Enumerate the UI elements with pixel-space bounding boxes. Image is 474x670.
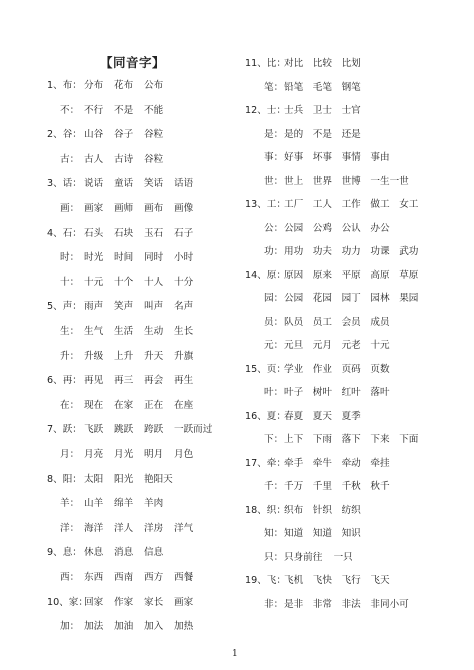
word-line — [264, 481, 399, 493]
character-label: 5、声： — [47, 301, 82, 313]
word: 毛笔 — [312, 81, 332, 93]
character-label: 18、织： — [245, 504, 286, 516]
word-line — [245, 105, 370, 117]
character-label: 非： — [264, 598, 284, 610]
word: 雨声 — [84, 301, 104, 313]
character-label: 古： — [60, 153, 80, 165]
word-line — [60, 326, 204, 338]
word-line — [60, 498, 174, 510]
word: 夏季 — [341, 410, 361, 422]
word: 非同小可 — [370, 598, 409, 610]
character-label: 画： — [60, 203, 80, 214]
word: 升旗 — [174, 350, 194, 362]
word: 在家 — [114, 399, 134, 411]
word-line — [264, 129, 370, 141]
word: 月亮 — [84, 449, 104, 460]
word-line — [60, 351, 204, 363]
word-line — [60, 203, 204, 215]
word: 月色 — [174, 449, 194, 460]
word: 不是 — [312, 128, 332, 140]
word: 红叶 — [341, 387, 361, 398]
word: 小时 — [174, 252, 194, 264]
character-label: 园： — [264, 293, 284, 304]
word: 飞行 — [341, 575, 361, 586]
word: 跳跃 — [114, 424, 134, 436]
character-label: 下： — [264, 434, 284, 445]
word: 事情 — [341, 152, 361, 163]
word-line — [264, 528, 370, 540]
character-label: 在： — [60, 399, 80, 411]
character-label: 3、话： — [47, 178, 82, 190]
word: 页码 — [341, 363, 361, 375]
word: 员工 — [312, 316, 332, 328]
word: 纺织 — [341, 504, 361, 516]
word: 下面 — [399, 434, 419, 445]
word: 卫士 — [312, 105, 332, 116]
word: 飞跃 — [84, 424, 104, 436]
word-line — [60, 449, 204, 461]
word: 笑话 — [144, 178, 164, 190]
character-label: 知： — [264, 528, 284, 539]
word: 还是 — [341, 128, 361, 140]
word: 元老 — [341, 340, 361, 351]
character-label: 1、布： — [47, 80, 82, 91]
word: 回家 — [84, 596, 104, 608]
word: 加油 — [114, 621, 134, 633]
word: 跨跃 — [144, 424, 164, 436]
word-line — [60, 523, 204, 535]
word: 一跃而过 — [174, 424, 213, 436]
character-label: 事： — [264, 152, 284, 163]
word: 消息 — [114, 547, 134, 559]
word: 石子 — [174, 227, 194, 239]
character-label: 羊： — [60, 498, 80, 510]
word-line — [47, 228, 204, 240]
character-label: 员： — [264, 316, 284, 328]
word: 飞快 — [312, 575, 332, 586]
word: 洋人 — [114, 522, 134, 534]
character-label: 时： — [60, 252, 80, 264]
character-label: 10、家： — [47, 596, 88, 608]
word: 队员 — [284, 316, 304, 328]
word-line — [264, 246, 428, 258]
word: 一只 — [333, 551, 353, 563]
word: 再三 — [114, 375, 134, 387]
word: 公园 — [284, 293, 304, 304]
character-label: 洋： — [60, 522, 80, 534]
character-label: 16、夏： — [245, 410, 286, 422]
word: 飞机 — [284, 575, 304, 586]
word-line — [264, 599, 420, 611]
word: 童话 — [114, 178, 134, 190]
word: 知道 — [284, 528, 304, 539]
word: 不是 — [114, 104, 134, 116]
word: 知道 — [312, 528, 332, 539]
word: 休息 — [84, 547, 104, 559]
character-label: 2、谷： — [47, 129, 82, 141]
word: 不行 — [84, 104, 104, 116]
word: 十元 — [84, 276, 104, 288]
word: 落下 — [341, 434, 361, 445]
word: 说话 — [84, 178, 104, 190]
word: 花园 — [312, 293, 332, 304]
word: 分布 — [84, 80, 104, 91]
word: 牵挂 — [370, 457, 390, 469]
word-line — [47, 178, 204, 190]
word-line — [264, 340, 399, 352]
word: 非法 — [341, 598, 361, 610]
word: 升天 — [144, 350, 164, 362]
word: 生活 — [114, 326, 134, 337]
word: 牵动 — [341, 457, 361, 469]
word: 好事 — [284, 152, 304, 163]
word: 工人 — [312, 199, 332, 210]
word: 古诗 — [114, 153, 134, 165]
word: 用功 — [284, 246, 304, 257]
character-label: 11、比： — [245, 58, 286, 69]
word: 生气 — [84, 326, 104, 337]
word: 艳阳天 — [144, 473, 173, 485]
word-line — [264, 82, 370, 94]
word: 页数 — [370, 363, 390, 375]
word: 工作 — [341, 199, 361, 210]
word: 十个 — [114, 276, 134, 288]
character-label: 19、飞： — [245, 575, 286, 586]
word: 铅笔 — [284, 81, 304, 93]
word: 士官 — [341, 105, 361, 116]
word: 时间 — [114, 252, 134, 264]
word: 公布 — [144, 80, 164, 91]
word: 比划 — [341, 58, 361, 69]
word: 画家 — [84, 203, 104, 214]
word: 西南 — [114, 572, 134, 583]
word: 对比 — [284, 58, 304, 69]
word-line — [47, 80, 174, 92]
page-number: 1 — [232, 649, 238, 659]
word: 草原 — [399, 269, 419, 281]
character-label: 笔： — [264, 81, 284, 93]
character-label: 是： — [264, 128, 284, 140]
word: 海洋 — [84, 522, 104, 534]
character-label: 公： — [264, 222, 284, 234]
word-line — [47, 301, 204, 313]
character-label: 17、牵： — [245, 457, 286, 469]
word: 不能 — [144, 104, 164, 116]
word-line — [245, 364, 399, 376]
word: 是的 — [284, 128, 304, 140]
word: 谷粒 — [144, 129, 164, 141]
word: 现在 — [84, 399, 104, 411]
word: 功夫 — [312, 246, 332, 257]
word: 坏事 — [312, 152, 332, 163]
word: 上下 — [284, 434, 304, 445]
character-label: 14、原： — [245, 269, 286, 281]
word: 正在 — [144, 399, 164, 411]
word: 再会 — [144, 375, 164, 387]
word: 生长 — [174, 326, 194, 337]
word: 做工 — [370, 199, 390, 210]
character-label: 8、阳： — [47, 473, 82, 485]
word: 生动 — [144, 326, 164, 337]
word: 叶子 — [284, 387, 304, 398]
word-line — [60, 621, 204, 633]
word: 一生一世 — [370, 175, 409, 187]
word: 会员 — [341, 316, 361, 328]
character-label: 7、跃： — [47, 424, 82, 436]
character-label: 十： — [60, 276, 80, 288]
word: 家长 — [144, 596, 164, 608]
character-label: 6、再： — [47, 375, 82, 387]
word-line — [60, 572, 204, 584]
word: 十元 — [370, 340, 390, 351]
character-label: 月： — [60, 449, 80, 460]
word: 工厂 — [284, 199, 304, 210]
word: 画像 — [174, 203, 194, 214]
word: 绵羊 — [114, 498, 134, 510]
word: 谷粒 — [144, 153, 164, 165]
word-line — [264, 387, 399, 399]
word: 明月 — [144, 449, 164, 460]
word: 信息 — [144, 547, 164, 559]
word: 玉石 — [144, 227, 164, 239]
word: 世上 — [284, 175, 304, 187]
word: 公鸡 — [312, 222, 332, 234]
word: 元月 — [312, 340, 332, 351]
document-title: 【同音字】 — [100, 55, 166, 70]
character-label: 叶： — [264, 387, 284, 398]
word-line — [60, 154, 174, 166]
word: 同时 — [144, 252, 164, 264]
word-line — [264, 434, 428, 446]
word: 牵牛 — [312, 457, 332, 469]
word-line — [60, 400, 204, 412]
word: 秋千 — [370, 481, 390, 492]
word: 叫声 — [144, 301, 164, 313]
word: 公认 — [341, 222, 361, 234]
character-label: 4、石： — [47, 227, 82, 239]
character-label: 9、息： — [47, 547, 82, 559]
word: 加法 — [84, 621, 104, 633]
word: 上升 — [114, 350, 134, 362]
word: 西餐 — [174, 572, 194, 583]
word-line — [264, 176, 420, 188]
word-line — [47, 474, 183, 486]
word: 石头 — [84, 227, 104, 239]
word: 只身前往 — [284, 551, 323, 563]
word: 十分 — [174, 276, 194, 288]
word: 羊肉 — [144, 498, 164, 510]
character-label: 加： — [60, 621, 80, 633]
word: 名声 — [174, 301, 194, 313]
word: 作家 — [114, 596, 134, 608]
word: 非常 — [312, 598, 332, 610]
word-line — [245, 575, 399, 587]
word: 画师 — [114, 203, 134, 214]
word: 花布 — [114, 80, 134, 91]
word: 笑声 — [114, 301, 134, 313]
word-line — [264, 552, 362, 564]
character-label: 千： — [264, 481, 284, 492]
word: 升级 — [84, 350, 104, 362]
word: 世界 — [312, 175, 332, 187]
word-line — [264, 317, 399, 329]
character-label: 不： — [60, 104, 80, 116]
word-line — [47, 424, 224, 436]
word-line — [47, 597, 204, 609]
word: 加入 — [144, 621, 164, 633]
word-line — [60, 277, 204, 289]
word: 下雨 — [312, 434, 332, 445]
word: 谷子 — [114, 129, 134, 141]
word: 平原 — [341, 269, 361, 281]
word: 古人 — [84, 153, 104, 165]
word: 十人 — [144, 276, 164, 288]
word-line — [245, 270, 428, 282]
word: 武功 — [399, 246, 419, 257]
word: 时光 — [84, 252, 104, 264]
word: 再生 — [174, 375, 194, 387]
word: 话语 — [174, 178, 194, 190]
word: 针织 — [312, 504, 332, 516]
character-label: 升： — [60, 350, 80, 362]
word-line — [60, 105, 174, 117]
word-line — [264, 223, 399, 235]
word: 春夏 — [284, 410, 304, 422]
character-label: 12、士： — [245, 105, 286, 116]
word: 作业 — [312, 363, 332, 375]
word: 学业 — [284, 363, 304, 375]
word-line — [245, 199, 428, 211]
word: 士兵 — [284, 105, 304, 116]
character-label: 13、工： — [245, 199, 286, 210]
word: 知识 — [341, 528, 361, 539]
word: 园丁 — [341, 293, 361, 304]
word: 果园 — [399, 293, 419, 304]
word: 下来 — [370, 434, 390, 445]
word: 牵手 — [284, 457, 304, 469]
word: 夏天 — [312, 410, 332, 422]
word: 园林 — [370, 293, 390, 304]
word-line — [245, 58, 370, 70]
word-line — [264, 293, 428, 305]
character-label: 生： — [60, 326, 80, 337]
character-label: 15、页： — [245, 363, 286, 375]
word: 石块 — [114, 227, 134, 239]
word: 画布 — [144, 203, 164, 214]
word-line — [245, 411, 370, 423]
word: 千里 — [312, 481, 332, 492]
character-label: 世： — [264, 175, 284, 187]
word: 公园 — [284, 222, 304, 234]
word: 阳光 — [114, 473, 134, 485]
word: 千秋 — [341, 481, 361, 492]
word: 千万 — [284, 481, 304, 492]
word-line — [60, 252, 204, 264]
word: 再见 — [84, 375, 104, 387]
word: 洋气 — [174, 522, 194, 534]
word: 原因 — [284, 269, 304, 281]
word: 西方 — [144, 572, 164, 583]
word-line — [245, 505, 370, 517]
word-line — [47, 375, 204, 387]
word: 女工 — [399, 199, 419, 210]
word: 高原 — [370, 269, 390, 281]
word: 画家 — [174, 596, 194, 608]
character-label: 元： — [264, 340, 284, 351]
word: 洋房 — [144, 522, 164, 534]
word: 在座 — [174, 399, 194, 411]
word: 功力 — [341, 246, 361, 257]
word: 落叶 — [370, 387, 390, 398]
word: 山谷 — [84, 129, 104, 141]
word: 织布 — [284, 504, 304, 516]
word: 东西 — [84, 572, 104, 583]
word: 月光 — [114, 449, 134, 460]
word-line — [47, 129, 174, 141]
word: 比较 — [312, 58, 332, 69]
word: 钢笔 — [341, 81, 361, 93]
word: 原来 — [312, 269, 332, 281]
word-line — [264, 152, 399, 164]
word-line — [47, 547, 174, 559]
word: 世博 — [341, 175, 361, 187]
word: 加热 — [174, 621, 194, 633]
word: 飞天 — [370, 575, 390, 586]
word: 事由 — [370, 152, 390, 163]
word: 树叶 — [312, 387, 332, 398]
character-label: 功： — [264, 246, 284, 257]
word: 山羊 — [84, 498, 104, 510]
word: 元旦 — [284, 340, 304, 351]
word: 办公 — [370, 222, 390, 234]
word-line — [245, 458, 399, 470]
character-label: 只： — [264, 551, 284, 563]
character-label: 西： — [60, 572, 80, 583]
word: 功课 — [370, 246, 390, 257]
word: 是非 — [284, 598, 304, 610]
word: 成员 — [370, 316, 390, 328]
word: 太阳 — [84, 473, 104, 485]
